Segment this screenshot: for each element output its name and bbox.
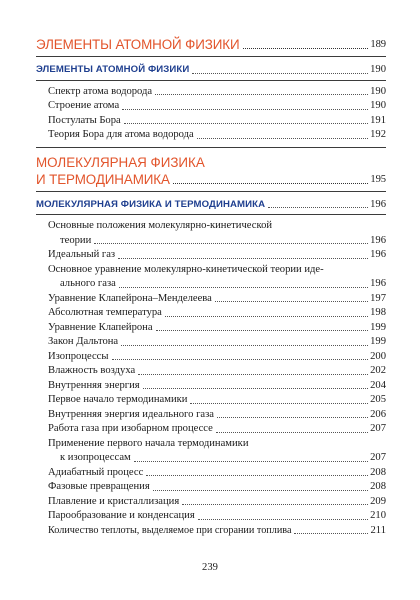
page-ref: 205 [370, 394, 386, 405]
part-heading-molecular-physics[interactable] [36, 154, 386, 188]
page-ref: 190 [370, 100, 386, 111]
toc-item-title: Идеальный газ [48, 249, 116, 260]
toc-item-title: Теория Бора для атома водорода [48, 129, 194, 140]
toc-item-title-line2: к изопроцессам [60, 452, 131, 463]
toc-item-title: Закон Дальтона [48, 336, 119, 347]
page-ref: 207 [370, 452, 386, 463]
toc-item[interactable] [36, 335, 386, 350]
toc-item-title: Внутренняя энергия идеального газа [48, 408, 215, 420]
dot-leader [182, 504, 368, 505]
toc-item[interactable] [36, 114, 386, 129]
toc-item-title: Первое начало термодинамики [48, 394, 188, 405]
toc-item-title: Изопроцессы [48, 350, 109, 362]
toc-item[interactable] [36, 509, 386, 524]
dot-leader [217, 417, 368, 418]
dot-leader [198, 519, 368, 520]
toc-item[interactable] [36, 248, 386, 263]
page-ref: 202 [370, 365, 386, 376]
dot-leader [124, 123, 368, 124]
toc-item-title-line1: Применение первого начала термодинамики [48, 437, 249, 449]
table-of-contents [36, 36, 386, 538]
dot-leader [119, 287, 368, 288]
toc-item[interactable] [36, 495, 386, 510]
toc-item[interactable] [36, 408, 386, 423]
page-ref: 196 [370, 198, 386, 210]
page-ref: 210 [370, 510, 386, 521]
toc-item-continuation [48, 234, 386, 249]
toc-item[interactable] [36, 128, 386, 143]
page-ref: 211 [370, 524, 386, 536]
dot-leader [173, 183, 368, 184]
section-heading-title: ЭЛЕМЕНТЫ АТОМНОЙ ФИЗИКИ [36, 64, 190, 75]
page-ref: 209 [370, 495, 386, 507]
toc-item-title-line2: ального газа [60, 278, 116, 289]
toc-item-title: Работа газа при изобарном процессе [48, 423, 213, 434]
toc-item[interactable] [36, 524, 386, 539]
dot-leader [134, 461, 368, 462]
part-heading-title: ЭЛЕМЕНТЫ АТОМНОЙ ФИЗИКИ [36, 37, 240, 52]
part-heading-line2: И ТЕРМОДИНАМИКА [36, 171, 170, 187]
dot-leader [153, 490, 368, 491]
page-ref: 200 [370, 350, 386, 362]
toc-item[interactable] [36, 263, 386, 292]
dot-leader [146, 475, 368, 476]
part-heading-line2-row [36, 171, 386, 188]
toc-item-title-line1: Основные положения молекулярно-кинетической [48, 220, 273, 231]
divider [36, 56, 386, 57]
toc-item[interactable] [36, 379, 386, 394]
toc-item-title: Уравнение Клапейрона [48, 321, 153, 333]
toc-item-title: Постулаты Бора [48, 114, 121, 126]
page-ref: 196 [370, 249, 386, 260]
dot-leader [294, 533, 368, 534]
dot-leader [138, 374, 368, 375]
toc-item[interactable] [36, 219, 386, 248]
toc-item[interactable] [36, 422, 386, 437]
section-heading-molecular-physics[interactable] [36, 198, 386, 213]
dot-leader [118, 258, 368, 259]
page-ref: 192 [370, 129, 386, 140]
toc-item[interactable] [36, 85, 386, 100]
dot-leader [143, 388, 368, 389]
dot-leader [112, 359, 369, 360]
toc-item-title: Фазовые превращения [48, 481, 150, 492]
page-ref: 206 [370, 408, 386, 420]
page-ref: 189 [370, 39, 386, 50]
toc-item-title: Спектр атома водорода [48, 85, 153, 97]
toc-item-title: Уравнение Клапейрона–Менделеева [48, 292, 212, 304]
dot-leader [156, 330, 368, 331]
divider [36, 80, 386, 81]
toc-item-title: Плавление и кристаллизация [48, 495, 180, 507]
page-ref: 190 [370, 85, 386, 97]
toc-item[interactable] [36, 393, 386, 408]
toc-item[interactable] [36, 480, 386, 495]
toc-item[interactable] [36, 350, 386, 365]
page-ref: 190 [370, 64, 386, 75]
page-number: 239 [202, 562, 218, 573]
dot-leader [122, 109, 368, 110]
part-heading-line1: МОЛЕКУЛЯРНАЯ ФИЗИКА [36, 154, 205, 170]
toc-item-title: Абсолютная температура [48, 307, 162, 318]
toc-item[interactable] [36, 466, 386, 481]
page-ref: 196 [370, 278, 386, 289]
divider [36, 191, 386, 192]
toc-item-title: Влажность воздуха [48, 365, 136, 376]
toc-item-title: Адиабатный процесс [48, 466, 144, 478]
section-heading-title: МОЛЕКУЛЯРНАЯ ФИЗИКА И ТЕРМОДИНАМИКА [36, 198, 266, 210]
dot-leader [197, 138, 368, 139]
dot-leader [94, 243, 368, 244]
toc-item[interactable] [36, 99, 386, 114]
page-ref: 204 [370, 379, 386, 391]
dot-leader [215, 301, 368, 302]
toc-item-title: Парообразование и конденсация [48, 510, 195, 521]
dot-leader [155, 94, 368, 95]
page-ref: 208 [370, 481, 386, 492]
page-ref: 199 [370, 321, 386, 333]
divider [36, 147, 386, 148]
toc-item[interactable] [36, 437, 386, 466]
divider [36, 214, 386, 215]
toc-item-title-line1: Основное уравнение молекулярно-кинетической теории иде- [48, 263, 324, 275]
page-ref: 191 [370, 114, 386, 126]
dot-leader [216, 432, 368, 433]
page-ref: 198 [370, 307, 386, 318]
dot-leader [243, 48, 368, 49]
toc-item-title-line2: теории [60, 234, 92, 246]
toc-item[interactable] [36, 321, 386, 336]
toc-item[interactable] [36, 364, 386, 379]
page-ref: 208 [370, 466, 386, 478]
toc-item[interactable] [36, 306, 386, 321]
toc-item-continuation [48, 451, 386, 466]
page-ref: 207 [370, 423, 386, 434]
toc-item[interactable] [36, 292, 386, 307]
page-ref: 196 [370, 234, 386, 246]
dot-leader [165, 316, 368, 317]
toc-item-title: Количество теплоты, выделяемое при сгорании топлива [48, 524, 292, 536]
toc-item-title: Строение атома [48, 100, 120, 111]
dot-leader [268, 207, 368, 208]
dot-leader [121, 345, 368, 346]
part-heading-atomic-physics[interactable] [36, 36, 386, 53]
dot-leader [190, 403, 368, 404]
toc-item-continuation [48, 277, 386, 292]
page-ref: 199 [370, 336, 386, 347]
page-ref: 197 [370, 292, 386, 304]
dot-leader [192, 73, 368, 74]
toc-item-title: Внутренняя энергия [48, 379, 140, 391]
section-heading-atomic-physics[interactable] [36, 63, 386, 78]
page-ref: 195 [370, 173, 386, 185]
